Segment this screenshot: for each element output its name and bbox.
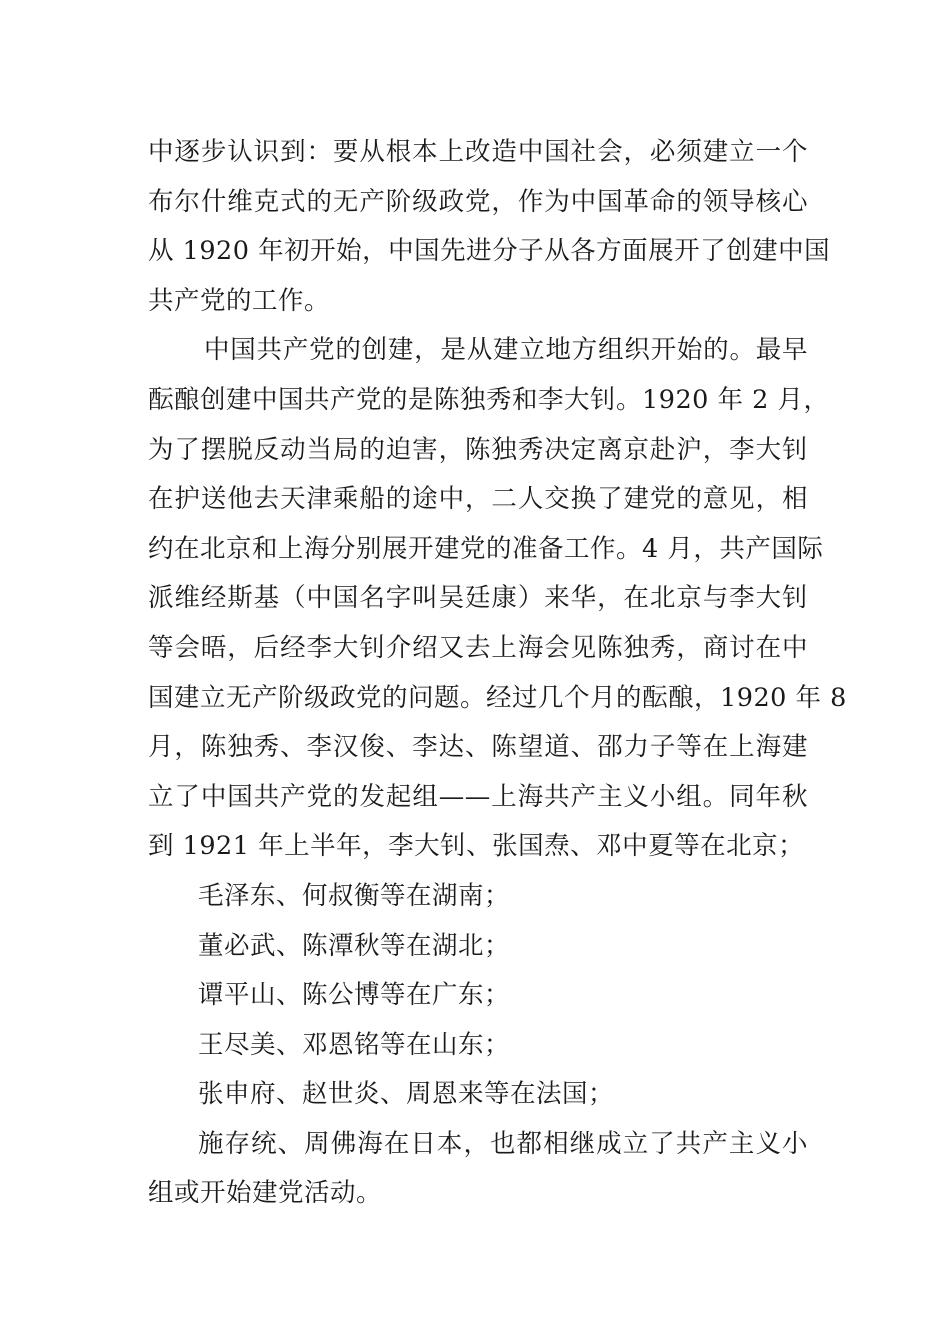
text-line: 国建立无产阶级政党的问题。经过几个月的酝酿，1920 年 8 <box>148 682 847 713</box>
text-line: 等会晤，后经李大钊介绍又去上海会见陈独秀，商讨在中 <box>148 632 808 663</box>
body-text <box>148 128 847 1219</box>
list-line: 董必武、陈潭秋等在湖北； <box>198 930 511 961</box>
text-line: 为了摆脱反动当局的迫害，陈独秀决定离京赴沪，李大钊 <box>148 434 808 465</box>
text-line: 到 1921 年上半年，李大钊、张国焘、邓中夏等在北京； <box>148 831 805 862</box>
list-line: 王尽美、邓恩铭等在山东； <box>198 1029 511 1060</box>
text-line: 中逐步认识到：要从根本上改造中国社会，必须建立一个 <box>148 137 808 167</box>
paragraph-first-line: 中国共产党的创建，是从建立地方组织开始的。最早 <box>204 335 808 366</box>
text-line: 组或开始建党活动。 <box>148 1178 383 1209</box>
list-line: 毛泽东、何叔衡等在湖南； <box>198 880 511 911</box>
text-line: 在护送他去天津乘船的途中，二人交换了建党的意见，相 <box>148 484 808 515</box>
text-line: 酝酿创建中国共产党的是陈独秀和李大钊。1920 年 2 月， <box>148 384 830 415</box>
text-line: 立了中国共产党的发起组——上海共产主义小组。同年秋 <box>148 781 808 812</box>
text-line: 从 1920 年初开始，中国先进分子从各方面展开了创建中国 <box>148 236 831 267</box>
list-line: 施存统、周佛海在日本，也都相继成立了共产主义小 <box>198 1128 808 1159</box>
list-line: 谭平山、陈公博等在广东； <box>198 980 511 1011</box>
list-line: 张申府、赵世炎、周恩来等在法国； <box>198 1079 615 1110</box>
text-line: 月，陈独秀、李汉俊、李达、陈望道、邵力子等在上海建 <box>148 732 808 763</box>
text-line: 派维经斯基（中国名字叫吴廷康）来华，在北京与李大钊 <box>148 583 808 614</box>
text-line: 共产党的工作。 <box>148 285 331 316</box>
text-line: 布尔什维克式的无产阶级政党，作为中国革命的领导核心 <box>148 186 808 217</box>
text-line: 约在北京和上海分别展开建党的准备工作。4 月，共产国际 <box>148 533 824 564</box>
